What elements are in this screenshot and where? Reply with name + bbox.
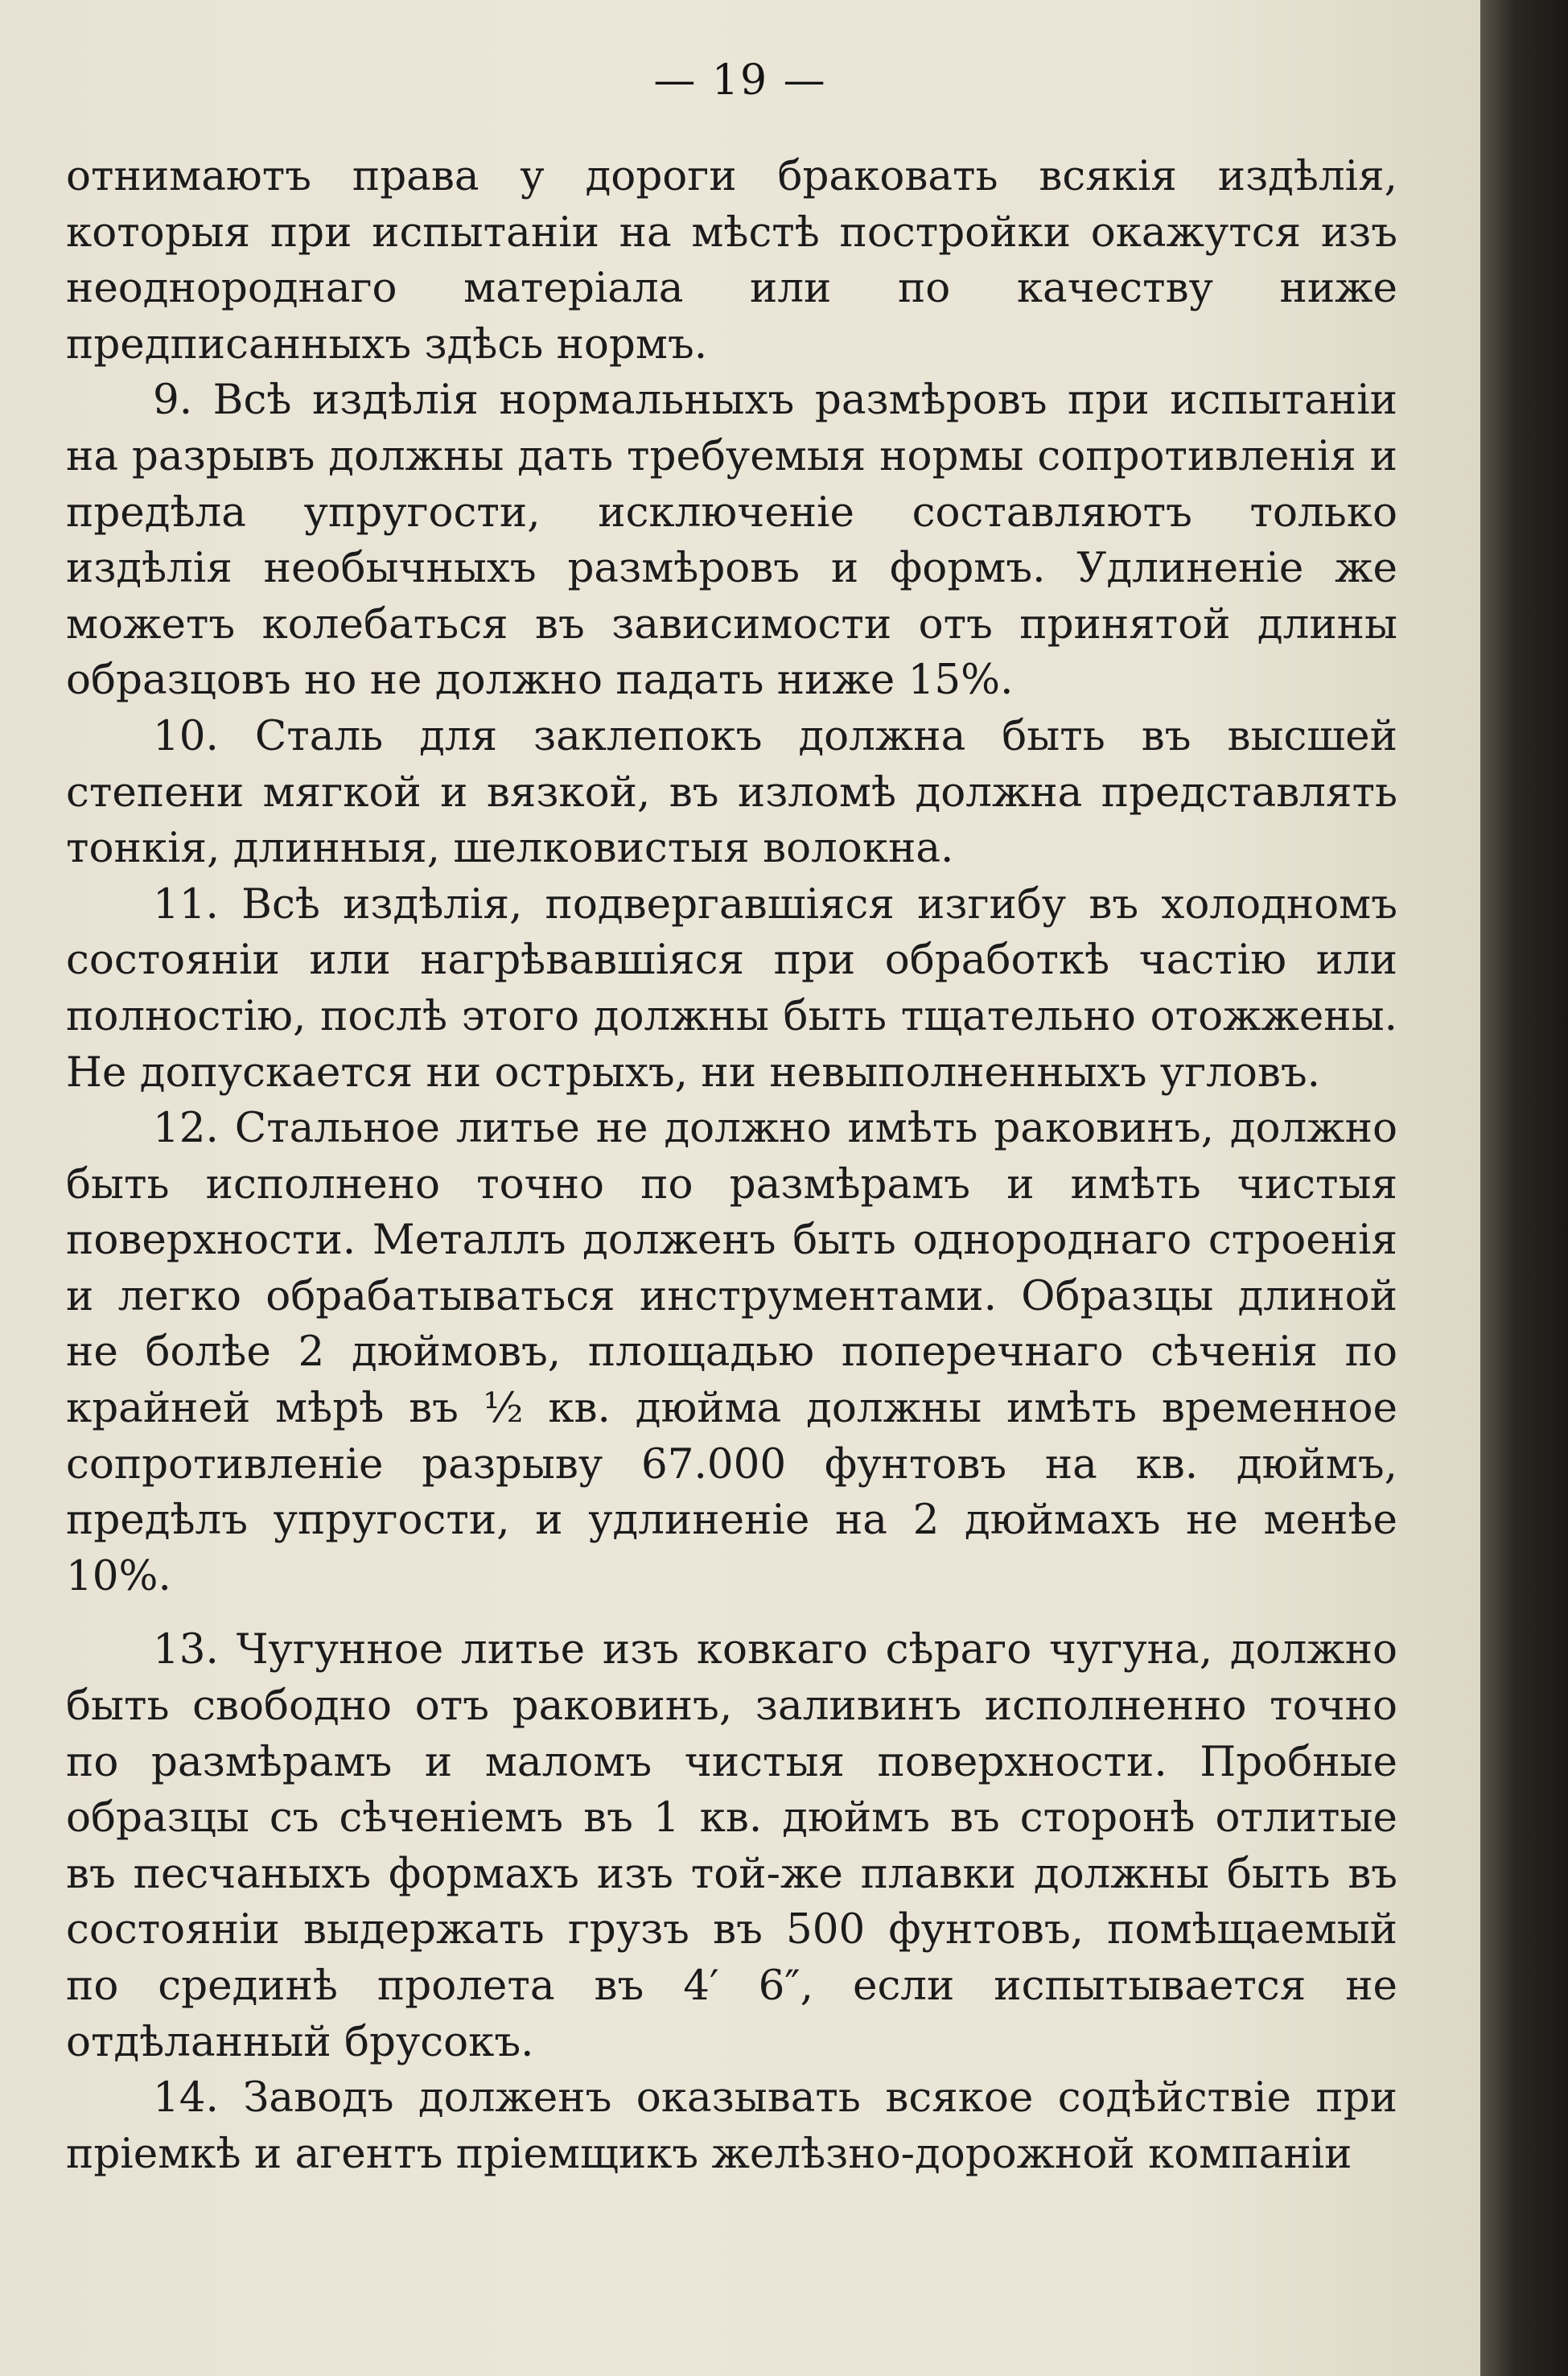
paragraph-clause-13: 13. Чугунное литье изъ ковкаго сѣраго чугуна, должно быть свободно отъ раковинъ, заливинъ исполненно точно по размѣрамъ и маломъ чистыя поверхности. Пробные образцы съ сѣченіемъ въ 1 кв. дюймъ въ сторонѣ отлитые въ песчаныхъ формахъ изъ той-же плавки должны быть въ состояніи выдержать грузъ въ 500 фунтовъ, помѣщаемый по срединѣ пролета въ 4′ 6″, если испытывается не отдѣланный брусокъ. xyxy=(66,1625,1397,2066)
paragraph-clause-11: 11. Всѣ издѣлія, подвергавшіяся изгибу въ холодномъ состояніи или нагрѣвавшіяся при обработкѣ частію или полностію, послѣ этого должны быть тщательно отожжены. Не допускается ни острыхъ, ни невыполненныхъ угловъ. xyxy=(66,879,1397,1097)
body-text xyxy=(66,149,1397,2182)
book-binding-edge xyxy=(1480,0,1568,2376)
paragraph-clause-10: 10. Сталь для заклепокъ должна быть въ высшей степени мягкой и вязкой, въ изломѣ должна представлять тонкія, длинныя, шелковистыя волокна. xyxy=(66,711,1397,873)
paragraph-continuation: отнимаютъ права у дороги браковать всякія издѣлія, которыя при испытаніи на мѣстѣ постройки окажутся изъ неоднороднаго матеріала или по качеству ниже предписанныхъ здѣсь нормъ. xyxy=(66,152,1397,369)
paragraph-clause-12: 12. Стальное литье не должно имѣть раковинъ, должно быть исполнено точно по размѣрамъ и имѣть чистыя поверхности. Металлъ долженъ быть однороднаго строенія и легко обрабатываться инструментами. Образцы длиной не болѣе 2 дюймовъ, площадью поперечнаго сѣченія по крайней мѣрѣ въ ½ кв. дюйма должны имѣть временное сопротивленіе разрыву 67.000 фунтовъ на кв. дюймъ, предѣлъ упругости, и удлиненіе на 2 дюймахъ не менѣе 10%. xyxy=(66,1104,1397,1600)
paragraph-clause-14: 14. Заводъ долженъ оказывать всякое содѣйствіе при пріемкѣ и агентъ пріемщикъ желѣзно-дорожной компаніи xyxy=(66,2073,1397,2178)
paragraph-clause-9: 9. Всѣ издѣлія нормальныхъ размѣровъ при испытаніи на разрывъ должны дать требуемыя нормы сопротивленія и предѣла упругости, исключеніе составляютъ только издѣлія необычныхъ размѣровъ и формъ. Удлиненіе же можетъ колебаться въ зависимости отъ принятой длины образцовъ но не должно падать ниже 15%. xyxy=(66,376,1397,705)
page-number: — 19 — xyxy=(653,56,827,105)
